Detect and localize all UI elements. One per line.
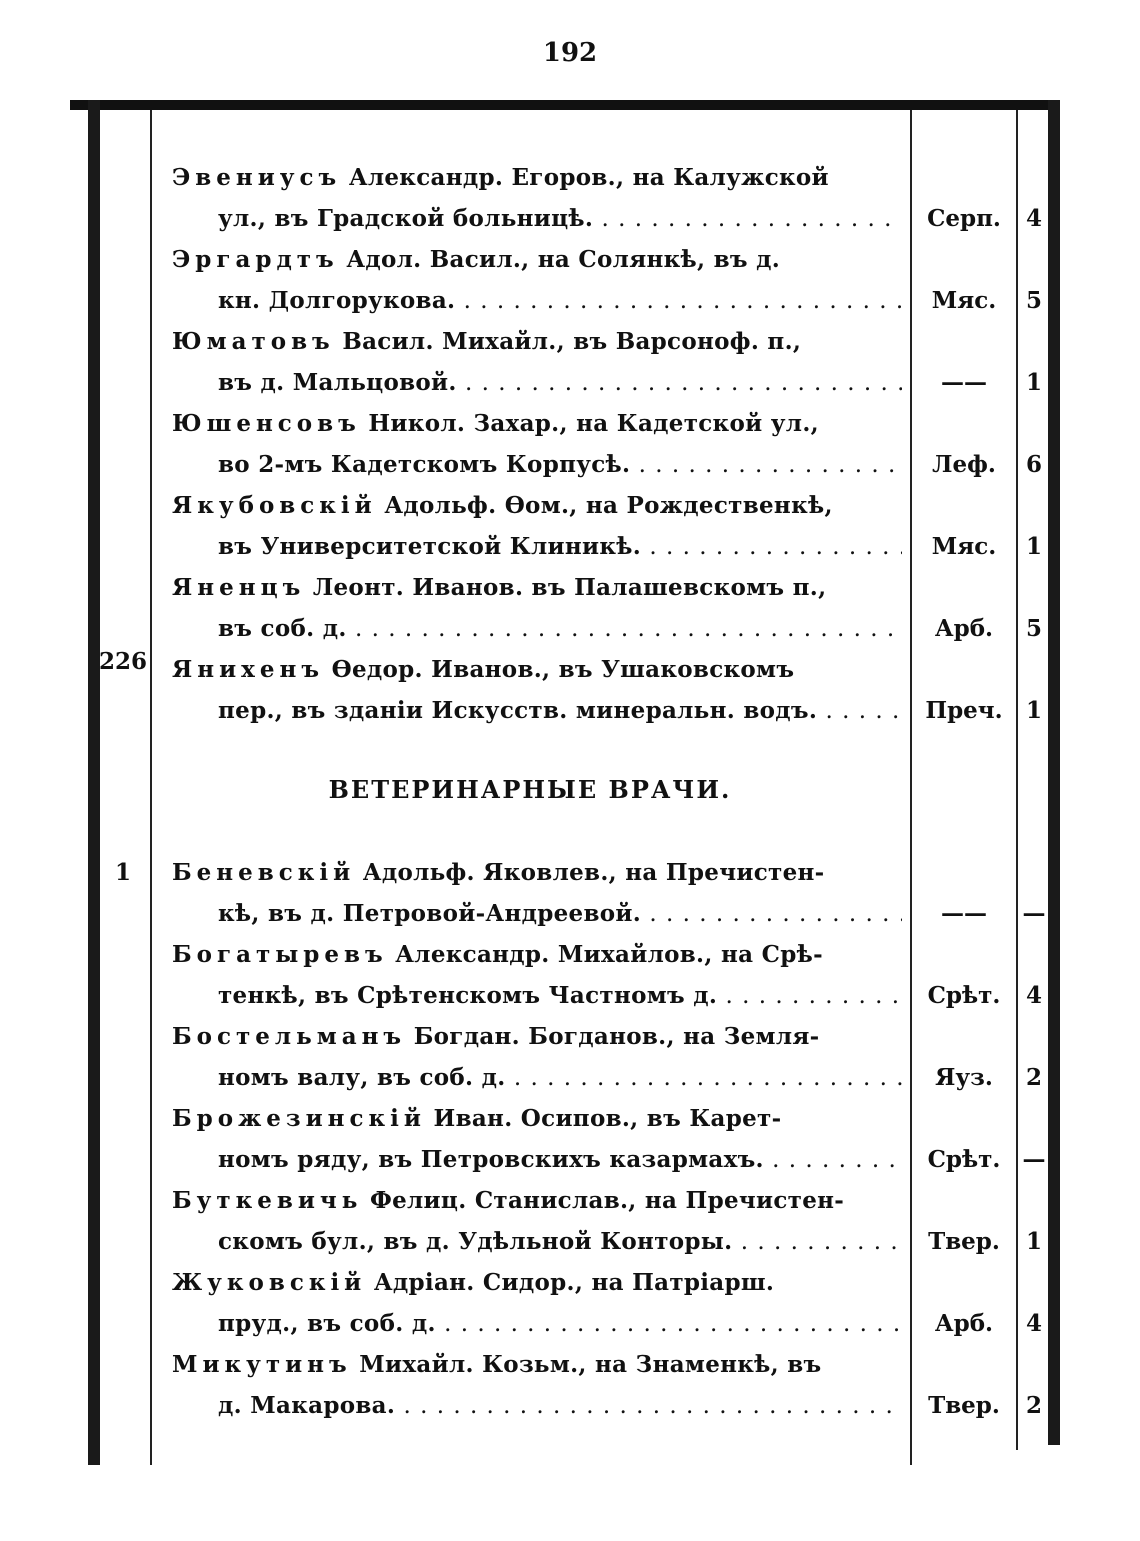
surname: Юматовъ — [172, 328, 335, 355]
quarter-number: 4 — [1025, 982, 1042, 1009]
leader-dots — [641, 534, 902, 560]
page-number: 192 — [542, 38, 598, 68]
quarter-number: 5 — [1025, 615, 1042, 642]
entry-text: Михайл. Козьм., на Знаменкѣ, въ — [359, 1351, 822, 1378]
entry-text: Адольф. Яковлев., на Пречистен- — [362, 859, 825, 886]
address-text: пруд., въ соб. д. — [218, 1310, 436, 1337]
quarter-number: — — [1022, 1146, 1046, 1173]
list-item — [0, 1265, 1140, 1347]
entry-text: Васил. Михайл., въ Варсоноф. п., — [342, 328, 802, 355]
top-rule — [70, 100, 1060, 110]
surname: Брожезинскій — [172, 1105, 426, 1132]
address-text: тенкѣ, въ Срѣтенскомъ Частномъ д. — [218, 982, 718, 1009]
entry-text: Адольф. Ѳом., на Рождественкѣ, — [384, 492, 833, 519]
list-item — [0, 1183, 1140, 1265]
surname: Микутинъ — [172, 1351, 352, 1378]
list-item — [0, 324, 1140, 406]
quarter-number: 1 — [1025, 1228, 1042, 1255]
address-text: скомъ бул., въ д. Удѣльной Конторы. — [218, 1228, 733, 1255]
district-part: Арб. — [934, 615, 994, 642]
leader-dots — [347, 616, 902, 642]
surname: Эвениусъ — [172, 164, 342, 191]
district-part: Преч. — [925, 697, 1003, 724]
entry-text: Леонт. Иванов. въ Палашевскомъ п., — [312, 574, 827, 601]
address-text: ул., въ Градской больницѣ. — [218, 205, 594, 232]
quarter-number: 1 — [1025, 697, 1042, 724]
district-part: Мяс. — [931, 533, 997, 560]
quarter-number: 1 — [1025, 369, 1042, 396]
address-text: номъ ряду, въ Петровскихъ казармахъ. — [218, 1146, 764, 1173]
district-part: Срѣт. — [927, 982, 1001, 1009]
district-part: Мяс. — [931, 287, 997, 314]
leader-dots — [732, 1229, 902, 1255]
entry-text: Адріан. Сидор., на Патріарш. — [373, 1269, 775, 1296]
list-item — [0, 242, 1140, 324]
district-part: Твер. — [928, 1392, 1000, 1419]
quarter-number: 4 — [1025, 1310, 1042, 1337]
district-part: —— — [941, 369, 987, 396]
entry-text: Богдан. Богданов., на Земля- — [413, 1023, 820, 1050]
list-item — [0, 652, 1140, 734]
list-item — [0, 1019, 1140, 1101]
quarter-number: 1 — [1025, 533, 1042, 560]
address-text: во 2-мъ Кадетскомъ Корпусѣ. — [218, 451, 631, 478]
list-item — [0, 406, 1140, 488]
entry-text: Ѳедор. Иванов., въ Ушаковскомъ — [331, 656, 795, 683]
leader-dots — [764, 1147, 902, 1173]
district-part: Арб. — [934, 1310, 994, 1337]
list-item — [0, 160, 1140, 242]
leader-dots — [506, 1065, 902, 1091]
quarter-number: — — [1022, 900, 1046, 927]
leader-dots — [630, 452, 902, 478]
surname: Яненцъ — [172, 574, 306, 601]
address-text: кн. Долгорукова. — [218, 287, 456, 314]
entry-text: Александр. Михайлов., на Срѣ- — [395, 941, 823, 968]
quarter-number: 4 — [1025, 205, 1042, 232]
leader-dots — [641, 901, 902, 927]
district-part: Срѣт. — [927, 1146, 1001, 1173]
address-text: кѣ, въ д. Петровой-Андреевой. — [218, 900, 642, 927]
entry-number: 226 — [98, 648, 147, 675]
address-text: въ соб. д. — [218, 615, 347, 642]
quarter-number: 5 — [1025, 287, 1042, 314]
list-item — [0, 937, 1140, 1019]
quarter-number: 2 — [1025, 1392, 1042, 1419]
surname: Буткевичь — [172, 1187, 363, 1214]
entry-number: 1 — [114, 859, 131, 886]
surname: Богатыревъ — [172, 941, 388, 968]
section-title: ВЕТЕРИНАРНЫЕ ВРАЧИ. — [328, 775, 732, 804]
list-item — [0, 1101, 1140, 1183]
leader-dots — [395, 1393, 902, 1419]
surname: Эргардтъ — [172, 246, 339, 273]
quarter-number: 2 — [1025, 1064, 1042, 1091]
leader-dots — [455, 288, 902, 314]
list-item — [0, 570, 1140, 652]
leader-dots — [593, 206, 902, 232]
address-text: въ Университетской Клиникѣ. — [218, 533, 642, 560]
surname: Бостельманъ — [172, 1023, 407, 1050]
district-part: —— — [941, 900, 987, 927]
district-part: Твер. — [928, 1228, 1000, 1255]
surname: Жуковскій — [172, 1269, 367, 1296]
address-text: въ д. Мальцовой. — [218, 369, 457, 396]
district-part: Серп. — [927, 205, 1001, 232]
entry-text: Никол. Захар., на Кадетской ул., — [368, 410, 819, 437]
leader-dots — [457, 370, 902, 396]
quarter-number: 6 — [1025, 451, 1042, 478]
address-text: д. Макарова. — [218, 1392, 396, 1419]
entry-text: Александр. Егоров., на Калужской — [348, 164, 829, 191]
list-item — [0, 488, 1140, 570]
address-text: номъ валу, въ соб. д. — [218, 1064, 506, 1091]
list-item — [0, 855, 1140, 937]
leader-dots — [436, 1311, 902, 1337]
leader-dots — [717, 983, 902, 1009]
list-item — [0, 1347, 1140, 1429]
surname: Янихенъ — [172, 656, 324, 683]
district-part: Леф. — [932, 451, 996, 478]
entry-text: Иван. Осипов., въ Карет- — [433, 1105, 782, 1132]
entry-text: Адол. Васил., на Солянкѣ, въ д. — [346, 246, 781, 273]
address-text: пер., въ зданіи Искусств. минеральн. водъ. — [218, 697, 818, 724]
surname: Беневскій — [172, 859, 356, 886]
leader-dots — [817, 698, 902, 724]
entry-text: Фелиц. Станислав., на Пречистен- — [369, 1187, 845, 1214]
surname: Юшенсовъ — [172, 410, 361, 437]
district-part: Яуз. — [935, 1064, 993, 1091]
surname: Якубовскій — [172, 492, 377, 519]
